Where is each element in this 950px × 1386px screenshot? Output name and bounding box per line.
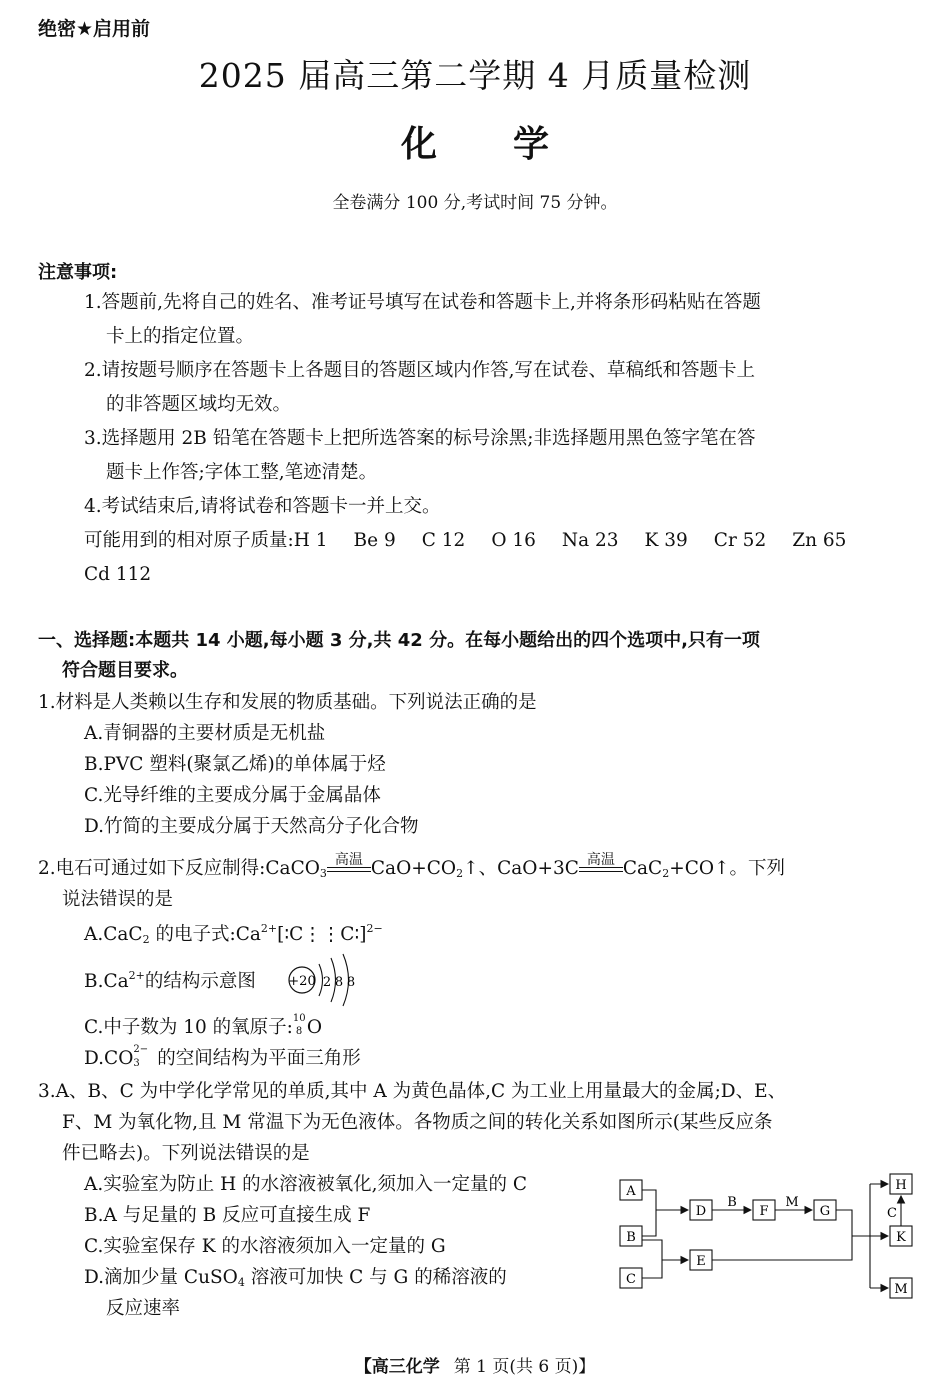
atomic-mass-zn: Zn 65: [792, 530, 847, 551]
subject-char-1: 化: [400, 124, 437, 165]
node-m: M: [894, 1282, 908, 1297]
atomic-mass-label: 可能用到的相对原子质量:: [84, 530, 294, 551]
q2-option-c: [84, 1012, 323, 1038]
conversion-diagram: [612, 1168, 922, 1304]
confidential-mark: 绝密★启用前: [38, 18, 151, 40]
electron-formula: [∶C⋮⋮C∶]: [277, 924, 367, 945]
q2-opt-b-text: B.Ca: [84, 971, 129, 992]
q2-product: CaO+CO: [370, 858, 457, 879]
q2-option-a: [84, 923, 383, 945]
q2-opt-d-sup: 2−: [133, 1043, 149, 1055]
q3-option-a: A.实验室为防止 H 的水溶液被氧化,须加入一定量的 C: [84, 1174, 528, 1195]
subject-char-2: 学: [513, 124, 550, 165]
atomic-mass-c: C 12: [421, 530, 466, 551]
reaction-condition: 高温: [334, 852, 363, 868]
edge-label-m: M: [785, 1195, 799, 1210]
q3-opt-d-text: D.滴加少量 CuSO: [84, 1267, 238, 1288]
q3-option-c: C.实验室保存 K 的水溶液须加入一定量的 G: [84, 1236, 446, 1257]
q1-option-b: B.PVC 塑料(聚氯乙烯)的单体属于烃: [84, 754, 386, 775]
q2-opt-b-text2: 的结构示意图: [144, 971, 256, 992]
q3-option-b: B.A 与足量的 B 反应可直接生成 F: [84, 1205, 371, 1226]
q2-option-d: [84, 1043, 361, 1069]
notice-heading: 注意事项:: [38, 262, 118, 283]
atomic-mass-line-2: Cd 112: [84, 564, 152, 585]
ion-structure-diagram: [286, 952, 366, 1010]
q1-option-a: A.青铜器的主要材质是无机盐: [84, 723, 326, 744]
q2-opt-a-sup2: 2−: [366, 922, 383, 935]
page-footer: [0, 1352, 950, 1377]
q2-mid: ↑、CaO+3C: [463, 858, 579, 879]
q2-opt-a-text2: 的电子式:Ca: [149, 924, 261, 945]
notice-line-1: 1.答题前,先将自己的姓名、准考证号填写在试卷和答题卡上,并将条形码粘贴在答题: [84, 292, 761, 313]
q2-opt-d-text: D.CO: [84, 1048, 134, 1069]
element-symbol: O: [306, 1017, 323, 1038]
q3-opt-d-text2: 溶液可加快 C 与 G 的稀溶液的: [244, 1267, 507, 1288]
node-f: F: [759, 1204, 769, 1219]
node-g: G: [819, 1204, 831, 1219]
q1-stem: 1.材料是人类赖以生存和发展的物质基础。下列说法正确的是: [38, 692, 537, 713]
q2-stem-2: 说法错误的是: [62, 889, 174, 910]
q1-option-c: C.光导纤维的主要成分属于金属晶体: [84, 785, 381, 806]
notice-line-4: 的非答题区域均无效。: [106, 394, 292, 415]
q2-product-2: CaC: [622, 858, 663, 879]
notice-line-6: 题卡上作答;字体工整,笔迹清楚。: [106, 462, 378, 483]
atomic-mass-k: K 39: [644, 530, 688, 551]
q1-option-d: D.竹简的主要成分属于天然高分子化合物: [84, 816, 419, 837]
reaction-condition-arrow-2: [579, 852, 623, 879]
node-a: A: [626, 1184, 636, 1199]
nucleus-charge: +20: [288, 974, 316, 989]
atomic-number: 8: [295, 1025, 303, 1037]
atomic-mass-o: O 16: [491, 530, 536, 551]
q3-stem-2: F、M 为氧化物,且 M 常温下为无色液体。各物质之间的转化关系如图所示(某些反应条: [62, 1112, 773, 1133]
q2-stem-text: 2.电石可通过如下反应制得:CaCO: [38, 858, 320, 879]
mass-number: 10: [292, 1012, 306, 1024]
notice-line-5: 3.选择题用 2B 铅笔在答题卡上把所选答案的标号涂黑;非选择题用黑色签字笔在答: [84, 428, 756, 449]
subject-title: [0, 116, 950, 167]
q3-stem-3: 件已略去)。下列说法错误的是: [62, 1143, 310, 1164]
q2-opt-c-text: C.中子数为 10 的氧原子:: [84, 1017, 293, 1038]
node-b: B: [626, 1230, 636, 1245]
q2-opt-a-text: A.CaC: [84, 924, 143, 945]
reaction-condition-2: 高温: [586, 852, 615, 868]
q3-opt-d-sub: 4: [237, 1276, 245, 1289]
shell-2: 8: [334, 975, 344, 990]
atomic-mass-line: [84, 532, 846, 551]
atomic-mass-be: Be 9: [353, 530, 396, 551]
node-k: K: [896, 1230, 906, 1245]
edge-label-c: C: [887, 1206, 897, 1221]
q2-opt-d-sub: 3: [133, 1057, 140, 1069]
q2-sub3: 2: [662, 867, 670, 880]
notice-line-2: 卡上的指定位置。: [106, 326, 255, 347]
q2-opt-a-sup: 2+: [260, 922, 278, 935]
score-info: 全卷满分 100 分,考试时间 75 分钟。: [332, 193, 618, 213]
q2-opt-a-sub: 2: [142, 933, 150, 946]
footer-page: 第 1 页(共 6 页)】: [453, 1357, 596, 1377]
notice-line-3: 2.请按题号顺序在答题卡上各题目的答题区域内作答,写在试卷、草稿纸和答题卡上: [84, 360, 756, 381]
footer-subject: 【高三化学: [354, 1357, 440, 1377]
q3-stem-1: 3.A、B、C 为中学化学常见的单质,其中 A 为黄色晶体,C 为工业上用量最大的金属;D、E、: [38, 1081, 787, 1102]
node-e: E: [696, 1254, 706, 1269]
edge-label-b: B: [727, 1195, 737, 1210]
q3-option-d-2: 反应速率: [106, 1298, 181, 1319]
section1-heading: 一、选择题:本题共 14 小题,每小题 3 分,共 42 分。在每小题给出的四个选项中,只有一项: [38, 630, 760, 651]
atomic-mass-h: H 1: [293, 530, 328, 551]
exam-title: 2025 届高三第二学期 4 月质量检测: [198, 56, 752, 95]
q3-option-d: [84, 1269, 507, 1288]
reaction-condition-arrow: [327, 852, 371, 879]
q2-stem: [38, 852, 786, 880]
q2-sub: 3: [319, 867, 327, 880]
q2-option-b: [84, 970, 256, 992]
section1-heading-2: 符合题目要求。: [62, 660, 188, 681]
node-d: D: [695, 1204, 707, 1219]
atomic-mass-na: Na 23: [561, 530, 619, 551]
q2-opt-b-sup: 2+: [128, 969, 145, 982]
shell-1: 2: [322, 975, 332, 990]
q2-stem-end: +CO↑。下列: [669, 858, 786, 879]
notice-line-7: 4.考试结束后,请将试卷和答题卡一并上交。: [84, 496, 441, 517]
q2-sub2: 2: [456, 867, 464, 880]
node-c: C: [626, 1272, 636, 1287]
q2-opt-d-text2: 的空间结构为平面三角形: [151, 1048, 361, 1069]
node-h: H: [895, 1178, 907, 1193]
shell-3: 8: [346, 975, 356, 990]
atomic-mass-cr: Cr 52: [713, 530, 767, 551]
